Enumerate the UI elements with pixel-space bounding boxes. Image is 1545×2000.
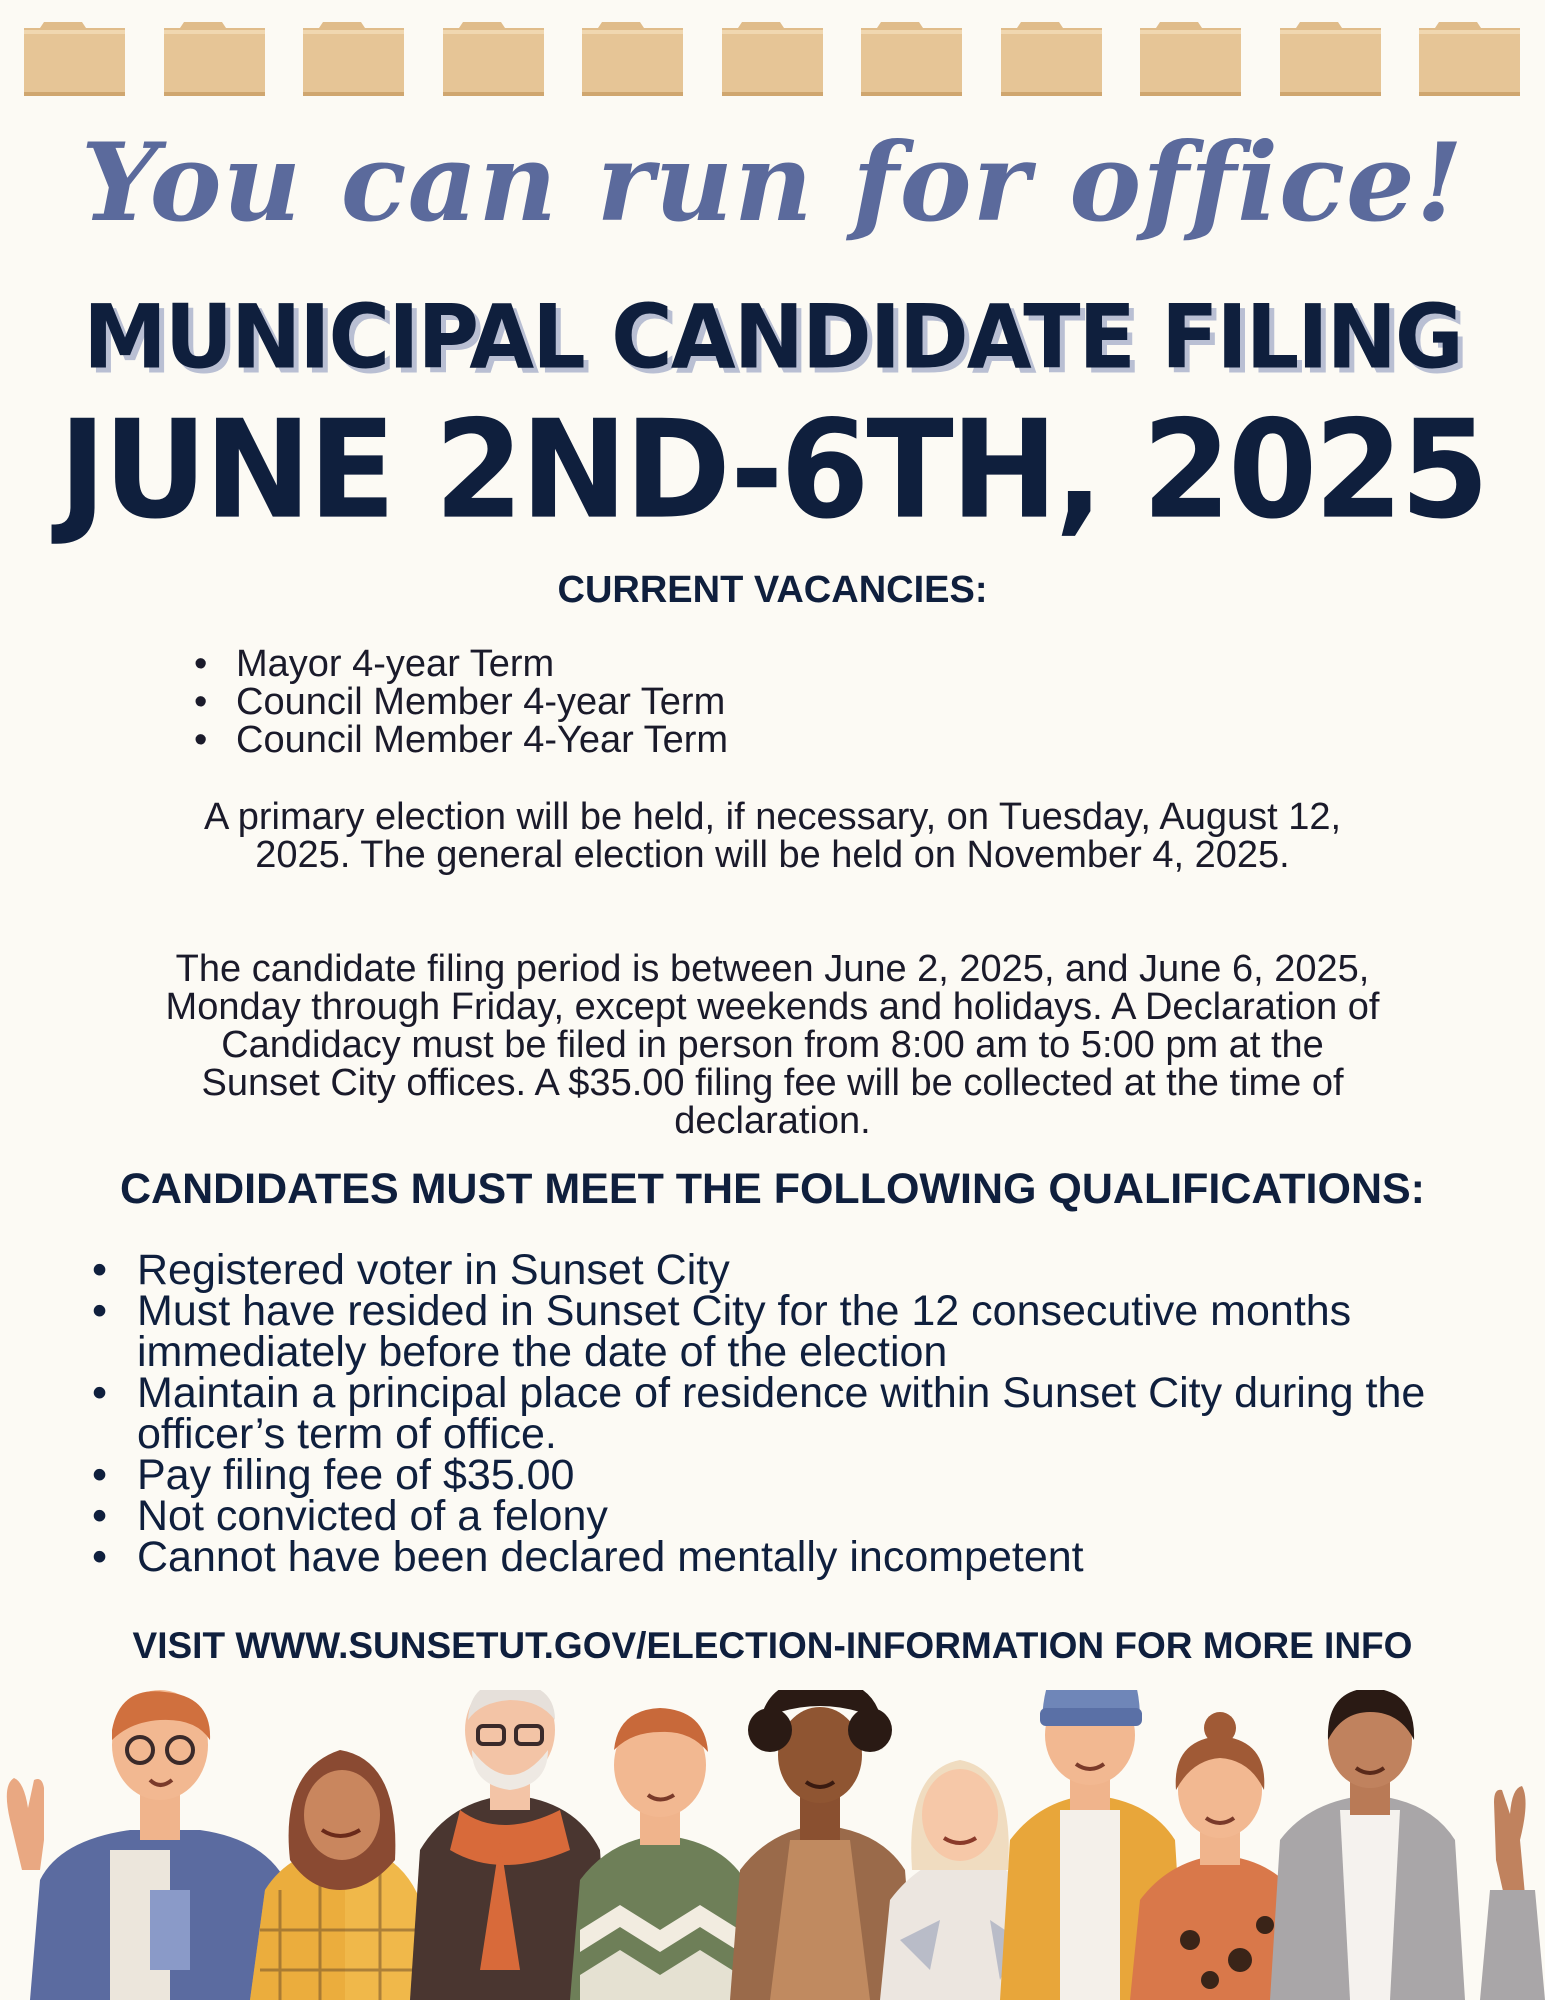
folder-icon <box>1280 22 1381 96</box>
folder-icon <box>1419 22 1520 96</box>
folder-icon <box>164 22 265 96</box>
qualifications-list <box>92 1246 1492 1581</box>
list-item <box>92 1246 1492 1294</box>
bullet-icon: • <box>194 719 208 761</box>
list-item <box>92 1492 1492 1540</box>
folder-icon <box>722 22 823 96</box>
folder-icon <box>582 22 683 96</box>
vacancy-text: Mayor 4-year Term <box>236 643 555 685</box>
qualifications-heading: CANDIDATES MUST MEET THE FOLLOWING QUALIFICATIONS: <box>119 1165 1426 1213</box>
script-title: You can run for office! <box>80 120 1465 246</box>
bullet-icon: • <box>194 681 208 723</box>
list-item <box>92 1533 1492 1581</box>
qualification-text: Must have resided in Sunset City for the 12 consecutive months immediately before the date of the election <box>137 1287 1352 1376</box>
election-dates-paragraph: A primary election will be held, if necessary, on Tuesday, August 12, 2025. The general election will be held on November 4, 2025. <box>203 796 1342 876</box>
folder-icon <box>1140 22 1241 96</box>
person-9 <box>1270 1690 1465 2000</box>
filing-period-paragraph: The candidate filing period is between June 2, 2025, and June 6, 2025, Monday through Friday, except weekends and holidays. A Declaration of Candidacy must be filed in person from 8:00 am to 5:00 pm at the Sunset City offices. A $35.00 filing fee will be collected at the time of declaration. <box>165 948 1380 1142</box>
vacancy-text: Council Member 4-year Term <box>236 681 726 723</box>
filing-dates: JUNE 2ND-6TH, 2025 <box>58 391 1487 550</box>
list-item <box>194 683 728 721</box>
qualification-text: Not convicted of a felony <box>137 1492 608 1540</box>
visit-website-link[interactable]: VISIT WWW.SUNSETUT.GOV/ELECTION-INFORMATION FOR MORE INFO <box>132 1625 1413 1666</box>
list-item <box>92 1369 1492 1458</box>
qualification-text: Registered voter in Sunset City <box>137 1246 730 1294</box>
vacancies-list <box>194 645 728 759</box>
vacancy-text: Council Member 4-Year Term <box>236 719 729 761</box>
folder-icon <box>24 22 125 96</box>
bullet-icon: • <box>92 1246 108 1294</box>
bullet-icon: • <box>92 1533 108 1581</box>
people-illustration <box>0 1690 1545 2000</box>
vacancies-heading: CURRENT VACANCIES: <box>557 569 988 611</box>
page-title: MUNICIPAL CANDIDATE FILING <box>83 285 1462 389</box>
folder-icon <box>1001 22 1102 96</box>
bullet-icon: • <box>92 1287 108 1335</box>
qualification-text: Pay filing fee of $35.00 <box>137 1451 575 1499</box>
list-item <box>194 645 728 683</box>
bullet-icon: • <box>194 643 208 685</box>
folder-icon <box>443 22 544 96</box>
bullet-icon: • <box>92 1492 108 1540</box>
list-item <box>92 1451 1492 1499</box>
person-2 <box>250 1750 430 2000</box>
folder-banner <box>24 22 1520 96</box>
folder-icon <box>861 22 962 96</box>
list-item <box>194 721 728 759</box>
waving-hand-left <box>7 1778 44 1870</box>
qualification-text: Cannot have been declared mentally incompetent <box>137 1533 1084 1581</box>
qualification-text: Maintain a principal place of residence within Sunset City during the officer’s term of office. <box>137 1369 1426 1458</box>
list-item <box>92 1287 1492 1376</box>
waving-hand-right <box>1480 1786 1545 2000</box>
bullet-icon: • <box>92 1369 108 1417</box>
bullet-icon: • <box>92 1451 108 1499</box>
folder-icon <box>303 22 404 96</box>
